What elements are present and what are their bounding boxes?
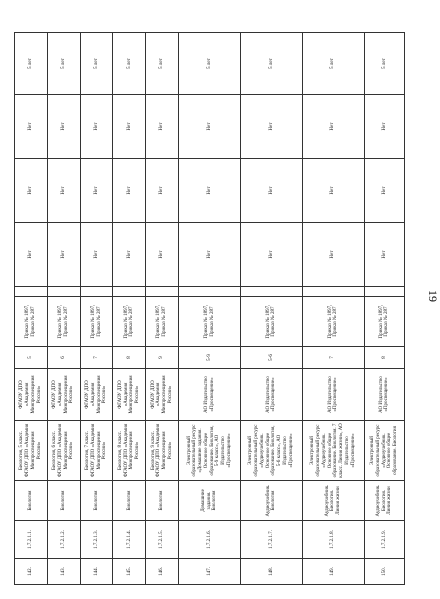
order-line: Приказ № 1897, (25, 304, 31, 339)
table-row (364, 33, 404, 585)
row-col9: Нет (146, 159, 179, 223)
row-col8: Нет (15, 223, 48, 287)
row-title: Электронный образовательный ресурс «Аудиоучебник. Основное общее образование. Биология. 7 класс. Линия жизни», АО Издательство «Просвещение» (302, 421, 364, 481)
order-line: Приказ № 287 (209, 306, 215, 337)
row-term: 5 лет (179, 33, 241, 95)
row-number: 150. (364, 559, 404, 585)
row-term: 5 лет (47, 33, 80, 95)
row-spacer (47, 287, 80, 297)
row-col9: Нет (15, 159, 48, 223)
row-spacer (302, 287, 364, 297)
row-title: Электронный образовательный ресурс «Домашние задания. Основное общее образование. Биология, 5-9 класс», АО Издательство «Просвещение» (179, 421, 241, 481)
row-code: 1.7.2.1.2. (47, 521, 80, 559)
row-spacer (113, 287, 146, 297)
row-term: 5 лет (146, 33, 179, 95)
row-col10: Нет (47, 95, 80, 159)
row-col8: Нет (146, 223, 179, 287)
row-term: 5 лет (15, 33, 48, 95)
row-subject: Биология (47, 481, 80, 521)
row-col8: Нет (179, 223, 241, 287)
row-code: 1.7.2.1.9. (364, 521, 404, 559)
table-row (302, 33, 364, 585)
row-order (47, 297, 80, 347)
row-grade: 7 (80, 347, 113, 369)
page-number: 19 (426, 290, 440, 302)
order-line: Приказ № 287 (333, 306, 339, 337)
row-order (179, 297, 241, 347)
row-order (80, 297, 113, 347)
row-title: Биология, 8 класс. ФГАОУ ДПО «Академия Минпросвещения России» (113, 421, 146, 481)
row-order (364, 297, 404, 347)
row-grade: 5 (15, 347, 48, 369)
row-publisher: АО Издательство «Просвещение» (302, 369, 364, 421)
row-col10: Нет (113, 95, 146, 159)
row-publisher: ФГАОУ ДПО «Академия Минпросвещения России» (80, 369, 113, 421)
row-subject: Аудиоучебник. Биология. Линия жизни (364, 481, 404, 521)
row-term: 5 лет (241, 33, 303, 95)
row-number: 142. (15, 559, 48, 585)
row-term: 5 лет (364, 33, 404, 95)
row-subject: Аудиоучебник. Биология (241, 481, 303, 521)
row-number: 149. (302, 559, 364, 585)
row-subject: Биология (146, 481, 179, 521)
row-number: 145. (113, 559, 146, 585)
row-col10: Нет (146, 95, 179, 159)
row-col9: Нет (80, 159, 113, 223)
row-code: 1.7.2.1.1. (15, 521, 48, 559)
row-publisher: АО Издательство «Просвещение» (364, 369, 404, 421)
row-code: 1.7.2.1.8. (302, 521, 364, 559)
order-line: Приказ № 287 (63, 306, 69, 337)
row-order (302, 297, 364, 347)
row-term: 5 лет (302, 33, 364, 95)
row-col9: Нет (179, 159, 241, 223)
row-publisher: ФГАОУ ДПО «Академия Минпросвещения России» (47, 369, 80, 421)
row-title: Биология, 7 класс. ФГАОУ ДПО «Академия Минпросвещения России» (80, 421, 113, 481)
row-order (15, 297, 48, 347)
row-col10: Нет (80, 95, 113, 159)
row-subject: Аудиоучебник. Биология. Линия жизни (302, 481, 364, 521)
table-row (113, 33, 146, 585)
row-number: 148. (241, 559, 303, 585)
row-col10: Нет (15, 95, 48, 159)
row-col10: Нет (302, 95, 364, 159)
row-term: 5 лет (80, 33, 113, 95)
row-title: Биология, 5 класс. ФГАОУ ДПО «Академия Минпросвещения России» (15, 421, 48, 481)
order-line: Приказ № 287 (384, 306, 390, 337)
row-title: Биология, 6 класс. ФГАОУ ДПО «Академия Минпросвещения России» (47, 421, 80, 481)
order-line: Приказ № 1897, (123, 304, 129, 339)
row-order (113, 297, 146, 347)
row-publisher: АО Издательство «Просвещение» (179, 369, 241, 421)
order-line: Приказ № 1897, (156, 304, 162, 339)
order-line: Приказ № 1897, (90, 304, 96, 339)
row-col10: Нет (241, 95, 303, 159)
row-col8: Нет (302, 223, 364, 287)
row-code: 1.7.2.1.5. (146, 521, 179, 559)
row-code: 1.7.2.1.4. (113, 521, 146, 559)
order-line: Приказ № 287 (271, 306, 277, 337)
rotated-table-wrapper (14, 33, 405, 585)
textbook-registry-table (14, 32, 405, 585)
row-publisher: ФГАОУ ДПО «Академия Минпросвещения России» (15, 369, 48, 421)
row-col8: Нет (241, 223, 303, 287)
row-col8: Нет (80, 223, 113, 287)
order-line: Приказ № 287 (129, 306, 135, 337)
table-row (179, 33, 241, 585)
row-spacer (146, 287, 179, 297)
row-col9: Нет (47, 159, 80, 223)
order-line: Приказ № 287 (162, 306, 168, 337)
row-order (241, 297, 303, 347)
order-line: Приказ № 1897, (378, 304, 384, 339)
row-code: 1.7.2.1.7. (241, 521, 303, 559)
row-spacer (179, 287, 241, 297)
row-grade: 5-9 (179, 347, 241, 369)
row-col10: Нет (364, 95, 404, 159)
row-spacer (241, 287, 303, 297)
row-grade: 8 (113, 347, 146, 369)
row-term: 5 лет (113, 33, 146, 95)
row-grade: 6 (47, 347, 80, 369)
table-row (146, 33, 179, 585)
row-subject: Домашние задания. Биология (179, 481, 241, 521)
row-number: 144. (80, 559, 113, 585)
row-number: 146. (146, 559, 179, 585)
row-col8: Нет (47, 223, 80, 287)
row-publisher: АО Издательство «Просвещение» (241, 369, 303, 421)
row-number: 147. (179, 559, 241, 585)
row-publisher: ФГАОУ ДПО «Академия Минпросвещения России» (113, 369, 146, 421)
row-subject: Биология (80, 481, 113, 521)
row-subject: Биология (15, 481, 48, 521)
row-title: Электронный образовательный ресурс «Аудиоучебник. Основное общее образование. Биология, 5-6 класс», АО Издательство «Просвещение» (241, 421, 303, 481)
table-row (15, 33, 48, 585)
row-col9: Нет (113, 159, 146, 223)
row-spacer (15, 287, 48, 297)
row-col9: Нет (241, 159, 303, 223)
order-line: Приказ № 1897, (327, 304, 333, 339)
order-line: Приказ № 287 (96, 306, 102, 337)
row-grade: 5-6 (241, 347, 303, 369)
row-code: 1.7.2.1.3. (80, 521, 113, 559)
row-number: 143. (47, 559, 80, 585)
row-order (146, 297, 179, 347)
row-col8: Нет (364, 223, 404, 287)
order-line: Приказ № 1897, (57, 304, 63, 339)
table-row (47, 33, 80, 585)
row-col10: Нет (179, 95, 241, 159)
row-code: 1.7.2.1.6. (179, 521, 241, 559)
row-grade: 8 (364, 347, 404, 369)
row-col8: Нет (113, 223, 146, 287)
row-title: Электронный образовательный ресурс «Аудиоучебник. Основное общее образование. Биология (364, 421, 404, 481)
row-title: Биология, 9 класс. ФГАОУ ДПО «Академия Минпросвещения России» (146, 421, 179, 481)
row-col9: Нет (364, 159, 404, 223)
row-publisher: ФГАОУ ДПО «Академия Минпросвещения России» (146, 369, 179, 421)
order-line: Приказ № 287 (30, 306, 36, 337)
row-subject: Биология (113, 481, 146, 521)
row-grade: 7 (302, 347, 364, 369)
row-col9: Нет (302, 159, 364, 223)
row-grade: 9 (146, 347, 179, 369)
row-spacer (364, 287, 404, 297)
table-row (80, 33, 113, 585)
order-line: Приказ № 1897, (265, 304, 271, 339)
order-line: Приказ № 1897, (203, 304, 209, 339)
table-row (241, 33, 303, 585)
row-spacer (80, 287, 113, 297)
